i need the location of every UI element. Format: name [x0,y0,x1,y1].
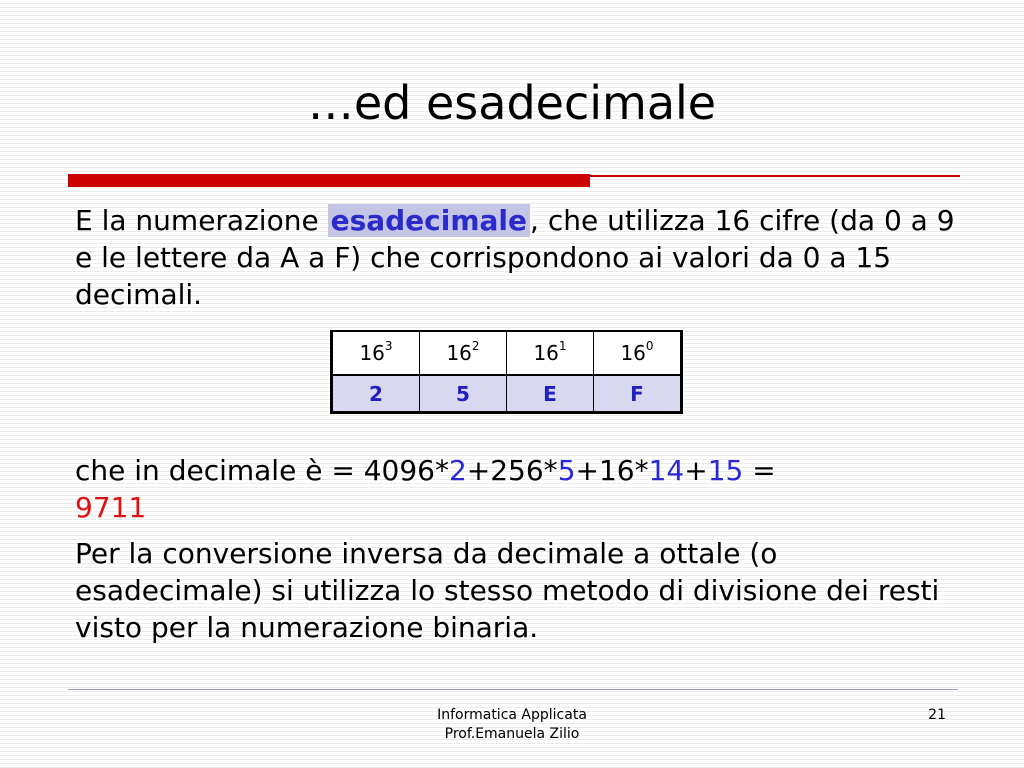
table-header-cell [420,331,507,375]
intro-text-before: E la numerazione [75,204,328,237]
conversion-paragraph: Per la conversione inversa da decimale a ottale (o esadecimale) si utilizza lo stesso metodo di divisione dei resti visto per la numerazione binaria. [75,537,940,644]
formula-operator: +256* [466,454,558,487]
header-exponent: 3 [384,339,393,353]
table-digit-row [332,375,682,413]
intro-paragraph [75,202,955,313]
table-digit-cell: E [507,375,594,413]
hex-place-value-table [330,330,683,414]
title-underline-thick [68,174,590,187]
keyword-esadecimale: esadecimale [328,204,530,237]
formula-digit: 2 [448,454,467,487]
footer-course: Informatica Applicata [437,707,587,723]
formula-prefix: che in decimale è = 4096* [75,454,449,487]
table-digit-cell: 2 [332,375,420,413]
header-base: 16 [620,341,646,365]
table-header-row [332,331,682,375]
footer-author: Prof.Emanuela Zilio [444,726,580,742]
table-header-cell [594,331,682,375]
slide-title: …ed esadecimale [307,76,717,130]
header-exponent: 0 [645,339,654,353]
intro-text-after: , che utilizza 16 cifre (da 0 a 9 e le lettere da A a F) che corrispondono ai valori da 0 a 15 decimali. [75,204,955,311]
header-base: 16 [446,341,472,365]
formula-paragraph [75,452,955,526]
page-number: 21 [928,707,946,723]
formula-result: 9711 [75,491,147,524]
formula-operator: + [684,454,708,487]
header-exponent: 2 [471,339,480,353]
header-exponent: 1 [558,339,567,353]
table-header-cell [332,331,420,375]
formula-digit: 5 [557,454,576,487]
title-underline-thin [590,175,960,177]
table-header-cell [507,331,594,375]
formula-digit: 14 [648,454,685,487]
formula-operator: +16* [575,454,649,487]
table-digit-cell: F [594,375,682,413]
header-base: 16 [533,341,559,365]
formula-equals: = [743,454,776,487]
footer-credits [362,706,662,744]
header-base: 16 [359,341,385,365]
formula-digit: 15 [707,454,744,487]
footer-divider [68,689,958,690]
table-digit-cell: 5 [420,375,507,413]
